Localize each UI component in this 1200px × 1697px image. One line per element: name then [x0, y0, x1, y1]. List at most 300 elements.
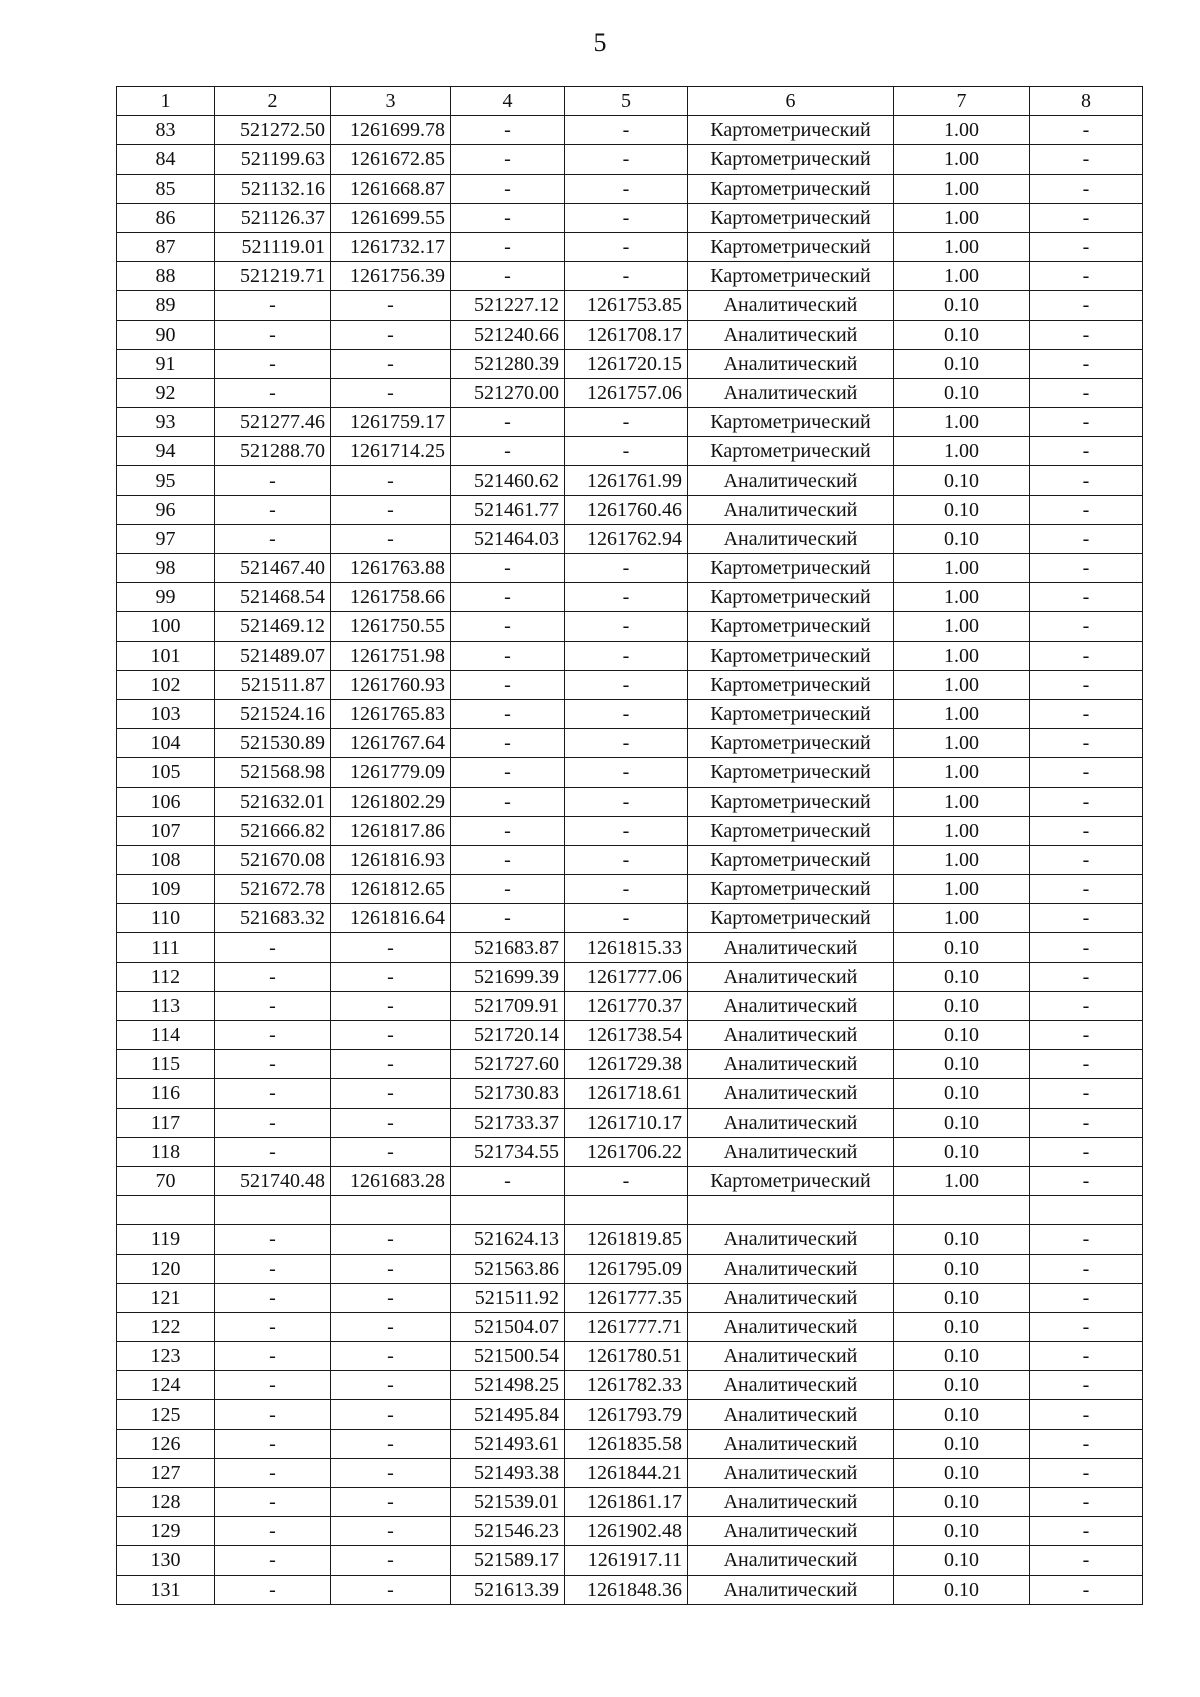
- point-number-cell: 98: [117, 554, 215, 583]
- x-existing-cell: -: [215, 1225, 331, 1254]
- y-new-cell: 1261782.33: [565, 1371, 688, 1400]
- y-existing-cell: -: [331, 320, 451, 349]
- table-row: [117, 1196, 1143, 1225]
- x-new-cell: 521280.39: [451, 349, 565, 378]
- x-new-cell: 521546.23: [451, 1517, 565, 1546]
- table-row: [117, 670, 1143, 699]
- method-cell: Аналитический: [688, 466, 894, 495]
- x-new-cell: 521539.01: [451, 1488, 565, 1517]
- header-cell: 4: [451, 87, 565, 116]
- y-existing-cell: 1261750.55: [331, 612, 451, 641]
- x-new-cell: -: [451, 437, 565, 466]
- y-new-cell: -: [565, 583, 688, 612]
- precision-cell: 1.00: [894, 145, 1030, 174]
- precision-cell: 1.00: [894, 612, 1030, 641]
- x-existing-cell: -: [215, 1137, 331, 1166]
- page-number: 5: [593, 28, 607, 57]
- x-existing-cell: 521126.37: [215, 203, 331, 232]
- y-new-cell: -: [565, 670, 688, 699]
- precision-cell: 0.10: [894, 1254, 1030, 1283]
- point-number-cell: 128: [117, 1488, 215, 1517]
- precision-cell: 1.00: [894, 203, 1030, 232]
- point-number-cell: 113: [117, 991, 215, 1020]
- description-cell: [1030, 1196, 1143, 1225]
- x-new-cell: -: [451, 904, 565, 933]
- method-cell: Картометрический: [688, 116, 894, 145]
- description-cell: -: [1030, 524, 1143, 553]
- x-new-cell: 521460.62: [451, 466, 565, 495]
- y-new-cell: 1261777.71: [565, 1312, 688, 1341]
- description-cell: -: [1030, 1400, 1143, 1429]
- description-cell: -: [1030, 1342, 1143, 1371]
- table-row: [117, 116, 1143, 145]
- x-new-cell: 521495.84: [451, 1400, 565, 1429]
- method-cell: Аналитический: [688, 378, 894, 407]
- precision-cell: 1.00: [894, 875, 1030, 904]
- y-existing-cell: -: [331, 1517, 451, 1546]
- description-cell: -: [1030, 1312, 1143, 1341]
- precision-cell: 0.10: [894, 1546, 1030, 1575]
- description-cell: -: [1030, 554, 1143, 583]
- method-cell: Аналитический: [688, 1050, 894, 1079]
- method-cell: Картометрический: [688, 758, 894, 787]
- x-existing-cell: -: [215, 1400, 331, 1429]
- precision-cell: 0.10: [894, 1517, 1030, 1546]
- x-new-cell: 521727.60: [451, 1050, 565, 1079]
- x-existing-cell: 521468.54: [215, 583, 331, 612]
- description-cell: -: [1030, 116, 1143, 145]
- table-row: [117, 437, 1143, 466]
- y-existing-cell: 1261817.86: [331, 816, 451, 845]
- x-new-cell: 521227.12: [451, 291, 565, 320]
- precision-cell: 1.00: [894, 232, 1030, 261]
- x-new-cell: -: [451, 145, 565, 174]
- x-existing-cell: -: [215, 378, 331, 407]
- precision-cell: 0.10: [894, 1225, 1030, 1254]
- y-new-cell: 1261848.36: [565, 1575, 688, 1604]
- table-row: [117, 1458, 1143, 1487]
- precision-cell: 0.10: [894, 1137, 1030, 1166]
- y-new-cell: -: [565, 262, 688, 291]
- y-existing-cell: -: [331, 1546, 451, 1575]
- precision-cell: 0.10: [894, 1021, 1030, 1050]
- table-row: [117, 1079, 1143, 1108]
- y-existing-cell: -: [331, 1400, 451, 1429]
- method-cell: Аналитический: [688, 1371, 894, 1400]
- x-new-cell: -: [451, 758, 565, 787]
- table-row: [117, 962, 1143, 991]
- header-row: [117, 87, 1143, 116]
- point-number-cell: 87: [117, 232, 215, 261]
- x-existing-cell: 521524.16: [215, 699, 331, 728]
- precision-cell: 1.00: [894, 408, 1030, 437]
- point-number-cell: 95: [117, 466, 215, 495]
- y-existing-cell: -: [331, 1371, 451, 1400]
- y-new-cell: 1261861.17: [565, 1488, 688, 1517]
- description-cell: -: [1030, 875, 1143, 904]
- point-number-cell: 118: [117, 1137, 215, 1166]
- description-cell: -: [1030, 787, 1143, 816]
- precision-cell: 1.00: [894, 729, 1030, 758]
- table-row: [117, 232, 1143, 261]
- precision-cell: 1.00: [894, 845, 1030, 874]
- x-existing-cell: -: [215, 1575, 331, 1604]
- x-existing-cell: 521199.63: [215, 145, 331, 174]
- description-cell: -: [1030, 291, 1143, 320]
- x-existing-cell: -: [215, 1546, 331, 1575]
- y-existing-cell: 1261760.93: [331, 670, 451, 699]
- method-cell: [688, 1196, 894, 1225]
- y-new-cell: 1261762.94: [565, 524, 688, 553]
- x-existing-cell: -: [215, 495, 331, 524]
- method-cell: Картометрический: [688, 904, 894, 933]
- x-existing-cell: -: [215, 1079, 331, 1108]
- method-cell: Картометрический: [688, 1166, 894, 1195]
- x-new-cell: 521730.83: [451, 1079, 565, 1108]
- y-new-cell: -: [565, 758, 688, 787]
- point-number-cell: 117: [117, 1108, 215, 1137]
- method-cell: Аналитический: [688, 524, 894, 553]
- point-number-cell: 85: [117, 174, 215, 203]
- precision-cell: 0.10: [894, 349, 1030, 378]
- method-cell: Аналитический: [688, 1254, 894, 1283]
- x-new-cell: -: [451, 816, 565, 845]
- table-row: [117, 1517, 1143, 1546]
- table-row: [117, 524, 1143, 553]
- point-number-cell: 110: [117, 904, 215, 933]
- y-existing-cell: -: [331, 1283, 451, 1312]
- x-new-cell: -: [451, 262, 565, 291]
- point-number-cell: 107: [117, 816, 215, 845]
- precision-cell: 0.10: [894, 378, 1030, 407]
- header-cell: 8: [1030, 87, 1143, 116]
- y-existing-cell: -: [331, 291, 451, 320]
- x-new-cell: -: [451, 699, 565, 728]
- y-new-cell: -: [565, 203, 688, 232]
- method-cell: Картометрический: [688, 145, 894, 174]
- x-existing-cell: 521288.70: [215, 437, 331, 466]
- x-new-cell: -: [451, 1166, 565, 1195]
- point-number-cell: 131: [117, 1575, 215, 1604]
- point-number-cell: 119: [117, 1225, 215, 1254]
- x-existing-cell: 521683.32: [215, 904, 331, 933]
- description-cell: -: [1030, 699, 1143, 728]
- x-existing-cell: 521119.01: [215, 232, 331, 261]
- x-existing-cell: -: [215, 1458, 331, 1487]
- y-new-cell: 1261706.22: [565, 1137, 688, 1166]
- table-row: [117, 758, 1143, 787]
- header-cell: 5: [565, 87, 688, 116]
- x-existing-cell: -: [215, 1050, 331, 1079]
- x-new-cell: [451, 1196, 565, 1225]
- table-row: [117, 554, 1143, 583]
- table-row: [117, 875, 1143, 904]
- description-cell: -: [1030, 232, 1143, 261]
- point-number-cell: 97: [117, 524, 215, 553]
- point-number-cell: 125: [117, 1400, 215, 1429]
- precision-cell: 1.00: [894, 554, 1030, 583]
- precision-cell: 0.10: [894, 495, 1030, 524]
- y-existing-cell: 1261779.09: [331, 758, 451, 787]
- description-cell: -: [1030, 729, 1143, 758]
- x-existing-cell: -: [215, 1021, 331, 1050]
- description-cell: -: [1030, 962, 1143, 991]
- description-cell: -: [1030, 466, 1143, 495]
- table-row: [117, 145, 1143, 174]
- method-cell: Аналитический: [688, 1400, 894, 1429]
- precision-cell: 1.00: [894, 583, 1030, 612]
- y-existing-cell: -: [331, 1254, 451, 1283]
- description-cell: -: [1030, 1458, 1143, 1487]
- point-number-cell: 99: [117, 583, 215, 612]
- description-cell: -: [1030, 1546, 1143, 1575]
- table-row: [117, 495, 1143, 524]
- precision-cell: 0.10: [894, 320, 1030, 349]
- x-existing-cell: -: [215, 1108, 331, 1137]
- precision-cell: 0.10: [894, 466, 1030, 495]
- method-cell: Картометрический: [688, 174, 894, 203]
- precision-cell: 0.10: [894, 524, 1030, 553]
- x-new-cell: 521733.37: [451, 1108, 565, 1137]
- method-cell: Картометрический: [688, 699, 894, 728]
- x-new-cell: -: [451, 408, 565, 437]
- description-cell: -: [1030, 320, 1143, 349]
- table-row: [117, 816, 1143, 845]
- y-existing-cell: 1261756.39: [331, 262, 451, 291]
- method-cell: Аналитический: [688, 291, 894, 320]
- x-new-cell: 521624.13: [451, 1225, 565, 1254]
- y-existing-cell: -: [331, 1488, 451, 1517]
- table-row: [117, 1488, 1143, 1517]
- y-new-cell: -: [565, 232, 688, 261]
- method-cell: Аналитический: [688, 1225, 894, 1254]
- table-row: [117, 641, 1143, 670]
- method-cell: Аналитический: [688, 1312, 894, 1341]
- x-new-cell: 521511.92: [451, 1283, 565, 1312]
- y-new-cell: -: [565, 116, 688, 145]
- method-cell: Аналитический: [688, 1488, 894, 1517]
- precision-cell: 1.00: [894, 1166, 1030, 1195]
- x-new-cell: 521699.39: [451, 962, 565, 991]
- y-new-cell: 1261710.17: [565, 1108, 688, 1137]
- table-row: [117, 1137, 1143, 1166]
- point-number-cell: 111: [117, 933, 215, 962]
- x-existing-cell: 521511.87: [215, 670, 331, 699]
- table-row: [117, 1371, 1143, 1400]
- x-existing-cell: -: [215, 1342, 331, 1371]
- y-new-cell: [565, 1196, 688, 1225]
- x-existing-cell: -: [215, 1312, 331, 1341]
- table-row: [117, 1050, 1143, 1079]
- point-number-cell: 124: [117, 1371, 215, 1400]
- y-existing-cell: 1261812.65: [331, 875, 451, 904]
- x-existing-cell: 521277.46: [215, 408, 331, 437]
- precision-cell: 0.10: [894, 1371, 1030, 1400]
- x-new-cell: -: [451, 116, 565, 145]
- table-row: [117, 1225, 1143, 1254]
- method-cell: Картометрический: [688, 787, 894, 816]
- table-row: [117, 612, 1143, 641]
- y-new-cell: 1261835.58: [565, 1429, 688, 1458]
- y-existing-cell: -: [331, 466, 451, 495]
- x-new-cell: -: [451, 875, 565, 904]
- method-cell: Аналитический: [688, 1517, 894, 1546]
- description-cell: -: [1030, 991, 1143, 1020]
- precision-cell: 0.10: [894, 1050, 1030, 1079]
- point-number-cell: 84: [117, 145, 215, 174]
- x-new-cell: -: [451, 232, 565, 261]
- table-body: [117, 87, 1143, 1605]
- method-cell: Аналитический: [688, 1458, 894, 1487]
- y-existing-cell: 1261763.88: [331, 554, 451, 583]
- y-new-cell: -: [565, 845, 688, 874]
- point-number-cell: 109: [117, 875, 215, 904]
- x-existing-cell: 521530.89: [215, 729, 331, 758]
- header-cell: 6: [688, 87, 894, 116]
- y-new-cell: 1261777.35: [565, 1283, 688, 1312]
- description-cell: -: [1030, 904, 1143, 933]
- method-cell: Аналитический: [688, 962, 894, 991]
- description-cell: -: [1030, 1137, 1143, 1166]
- method-cell: Картометрический: [688, 670, 894, 699]
- method-cell: Картометрический: [688, 612, 894, 641]
- table-row: [117, 845, 1143, 874]
- method-cell: Картометрический: [688, 203, 894, 232]
- y-existing-cell: -: [331, 349, 451, 378]
- table-row: [117, 1108, 1143, 1137]
- header-cell: 3: [331, 87, 451, 116]
- x-new-cell: 521270.00: [451, 378, 565, 407]
- table-row: [117, 787, 1143, 816]
- y-new-cell: 1261815.33: [565, 933, 688, 962]
- x-existing-cell: 521132.16: [215, 174, 331, 203]
- table-row: [117, 408, 1143, 437]
- description-cell: -: [1030, 1108, 1143, 1137]
- description-cell: -: [1030, 174, 1143, 203]
- point-number-cell: 89: [117, 291, 215, 320]
- table-row: [117, 1312, 1143, 1341]
- y-existing-cell: -: [331, 1342, 451, 1371]
- x-existing-cell: -: [215, 349, 331, 378]
- precision-cell: 0.10: [894, 1400, 1030, 1429]
- y-existing-cell: -: [331, 1458, 451, 1487]
- x-new-cell: 521461.77: [451, 495, 565, 524]
- x-existing-cell: 521489.07: [215, 641, 331, 670]
- y-existing-cell: 1261767.64: [331, 729, 451, 758]
- description-cell: -: [1030, 1371, 1143, 1400]
- table-row: [117, 699, 1143, 728]
- table-row: [117, 729, 1143, 758]
- description-cell: -: [1030, 1050, 1143, 1079]
- description-cell: -: [1030, 816, 1143, 845]
- y-new-cell: 1261902.48: [565, 1517, 688, 1546]
- point-number-cell: 83: [117, 116, 215, 145]
- table-row: [117, 1575, 1143, 1604]
- precision-cell: [894, 1196, 1030, 1225]
- y-existing-cell: 1261751.98: [331, 641, 451, 670]
- x-existing-cell: 521666.82: [215, 816, 331, 845]
- x-new-cell: -: [451, 787, 565, 816]
- method-cell: Аналитический: [688, 1546, 894, 1575]
- description-cell: -: [1030, 203, 1143, 232]
- x-new-cell: 521709.91: [451, 991, 565, 1020]
- description-cell: -: [1030, 437, 1143, 466]
- header-cell: 7: [894, 87, 1030, 116]
- x-new-cell: 521734.55: [451, 1137, 565, 1166]
- point-number-cell: 103: [117, 699, 215, 728]
- x-existing-cell: -: [215, 933, 331, 962]
- x-existing-cell: -: [215, 1283, 331, 1312]
- x-existing-cell: -: [215, 1488, 331, 1517]
- x-existing-cell: 521632.01: [215, 787, 331, 816]
- precision-cell: 1.00: [894, 116, 1030, 145]
- point-number-cell: 115: [117, 1050, 215, 1079]
- point-number-cell: 100: [117, 612, 215, 641]
- method-cell: Аналитический: [688, 1283, 894, 1312]
- precision-cell: 0.10: [894, 1488, 1030, 1517]
- precision-cell: 1.00: [894, 699, 1030, 728]
- y-new-cell: 1261708.17: [565, 320, 688, 349]
- point-number-cell: 112: [117, 962, 215, 991]
- y-new-cell: -: [565, 145, 688, 174]
- y-new-cell: -: [565, 699, 688, 728]
- y-new-cell: 1261819.85: [565, 1225, 688, 1254]
- method-cell: Картометрический: [688, 583, 894, 612]
- x-new-cell: 521240.66: [451, 320, 565, 349]
- x-new-cell: -: [451, 729, 565, 758]
- precision-cell: 0.10: [894, 1283, 1030, 1312]
- y-new-cell: 1261770.37: [565, 991, 688, 1020]
- table-row: [117, 933, 1143, 962]
- header-cell: 2: [215, 87, 331, 116]
- description-cell: -: [1030, 1429, 1143, 1458]
- x-existing-cell: -: [215, 466, 331, 495]
- point-number-cell: 120: [117, 1254, 215, 1283]
- y-existing-cell: 1261699.78: [331, 116, 451, 145]
- x-existing-cell: -: [215, 320, 331, 349]
- description-cell: -: [1030, 670, 1143, 699]
- precision-cell: 0.10: [894, 291, 1030, 320]
- y-existing-cell: 1261732.17: [331, 232, 451, 261]
- description-cell: -: [1030, 349, 1143, 378]
- method-cell: Аналитический: [688, 933, 894, 962]
- description-cell: -: [1030, 1488, 1143, 1517]
- point-number-cell: 92: [117, 378, 215, 407]
- y-new-cell: -: [565, 1166, 688, 1195]
- precision-cell: 1.00: [894, 262, 1030, 291]
- y-new-cell: -: [565, 408, 688, 437]
- y-new-cell: 1261917.11: [565, 1546, 688, 1575]
- method-cell: Аналитический: [688, 1079, 894, 1108]
- y-existing-cell: -: [331, 1312, 451, 1341]
- method-cell: Аналитический: [688, 1342, 894, 1371]
- x-existing-cell: -: [215, 1517, 331, 1546]
- x-existing-cell: 521272.50: [215, 116, 331, 145]
- x-new-cell: 521464.03: [451, 524, 565, 553]
- x-existing-cell: -: [215, 991, 331, 1020]
- y-existing-cell: -: [331, 1137, 451, 1166]
- y-existing-cell: 1261758.66: [331, 583, 451, 612]
- y-new-cell: 1261738.54: [565, 1021, 688, 1050]
- precision-cell: 1.00: [894, 816, 1030, 845]
- method-cell: Картометрический: [688, 845, 894, 874]
- method-cell: Картометрический: [688, 729, 894, 758]
- y-existing-cell: -: [331, 991, 451, 1020]
- x-existing-cell: -: [215, 1371, 331, 1400]
- description-cell: -: [1030, 408, 1143, 437]
- method-cell: Аналитический: [688, 1575, 894, 1604]
- description-cell: -: [1030, 845, 1143, 874]
